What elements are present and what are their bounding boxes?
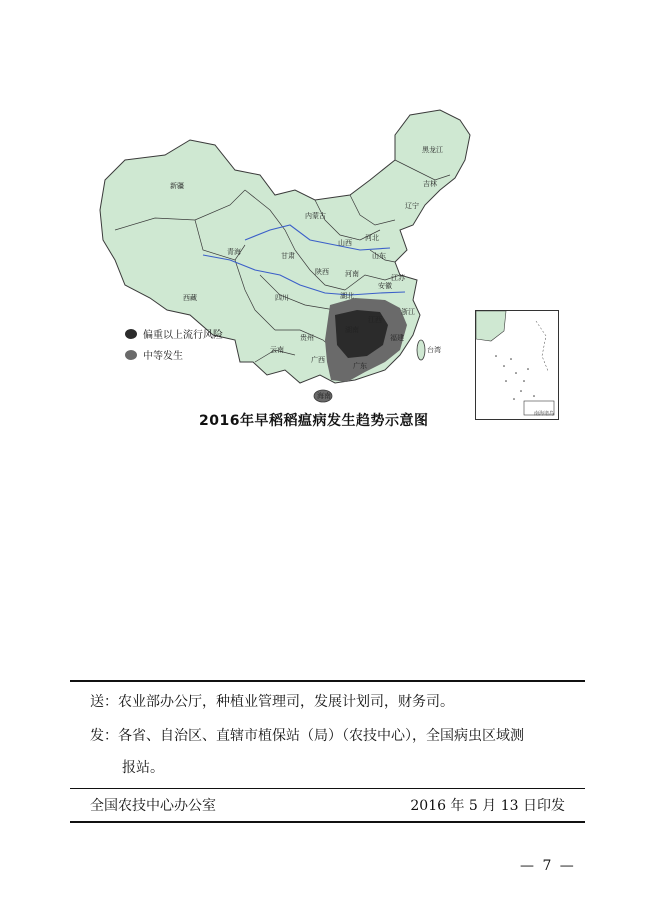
label-shanxi: 山西 [338, 239, 352, 247]
label-jiangsu: 江苏 [391, 274, 405, 282]
bottom-rule [70, 821, 585, 823]
send-to-text: 农业部办公厅，种植业管理司，发展计划司，财务司。 [118, 694, 454, 710]
label-jiangxi: 江西 [368, 316, 382, 324]
page-number: — 7 — [520, 858, 576, 874]
map-legend [125, 326, 223, 368]
distribution-block [70, 680, 585, 823]
copy-to-label: 发： [90, 728, 118, 744]
label-liaoning: 辽宁 [405, 202, 419, 210]
inset-label: 南海诸岛 [533, 411, 554, 417]
label-qinghai: 青海 [227, 248, 241, 256]
label-neimenggu: 内蒙古 [305, 212, 326, 220]
legend-item-medium [125, 347, 223, 362]
label-guizhou: 贵州 [300, 334, 314, 342]
label-yunnan: 云南 [270, 346, 284, 354]
label-fujian: 福建 [390, 334, 404, 342]
issuer-name: 全国农技中心办公室 [90, 798, 216, 814]
label-zhejiang: 浙江 [401, 308, 415, 316]
label-anhui: 安徽 [378, 282, 392, 290]
inset-map [476, 311, 558, 419]
legend-label-medium: 中等发生 [143, 351, 183, 362]
legend-label-high-risk: 偏重以上流行风险 [143, 330, 223, 341]
label-shaanxi: 陕西 [315, 268, 329, 276]
label-xinjiang: 新疆 [170, 182, 184, 190]
label-heilongjiang: 黑龙江 [422, 146, 443, 154]
taiwan-island [417, 340, 425, 360]
label-sichuan: 四川 [275, 294, 289, 302]
south-china-sea-inset [475, 310, 559, 420]
label-henan: 河南 [345, 270, 359, 278]
send-to-line [70, 692, 585, 712]
label-hebei: 河北 [365, 234, 379, 242]
issuer-row [70, 789, 585, 821]
top-rule [70, 680, 585, 682]
label-hainan: 海南 [317, 392, 331, 400]
label-guangxi: 广西 [311, 356, 325, 364]
label-shandong: 山东 [372, 252, 386, 260]
label-hubei: 湖北 [340, 292, 354, 300]
map-title: 2016年早稻稻瘟病发生趋势示意图 [199, 413, 429, 429]
copy-to-text: 各省、自治区、直辖市植保站（局）（农技中心），全国病虫区域测 [118, 728, 524, 744]
legend-item-high-risk [125, 326, 223, 341]
label-guangdong: 广东 [353, 362, 367, 370]
label-hunan: 湖南 [345, 326, 359, 334]
label-jilin: 吉林 [423, 180, 437, 188]
copy-to-continuation: 报站。 [122, 760, 164, 776]
label-gansu: 甘肃 [281, 252, 295, 260]
disease-trend-map [95, 100, 555, 430]
copy-to-line [70, 726, 585, 746]
issue-date: 2016 年 5 月 13 日印发 [410, 798, 565, 814]
legend-swatch-high-risk [125, 329, 137, 339]
legend-swatch-medium [125, 350, 137, 360]
label-taiwan: 台湾 [427, 346, 441, 354]
label-xizang: 西藏 [183, 294, 197, 302]
send-to-label: 送： [90, 694, 118, 710]
